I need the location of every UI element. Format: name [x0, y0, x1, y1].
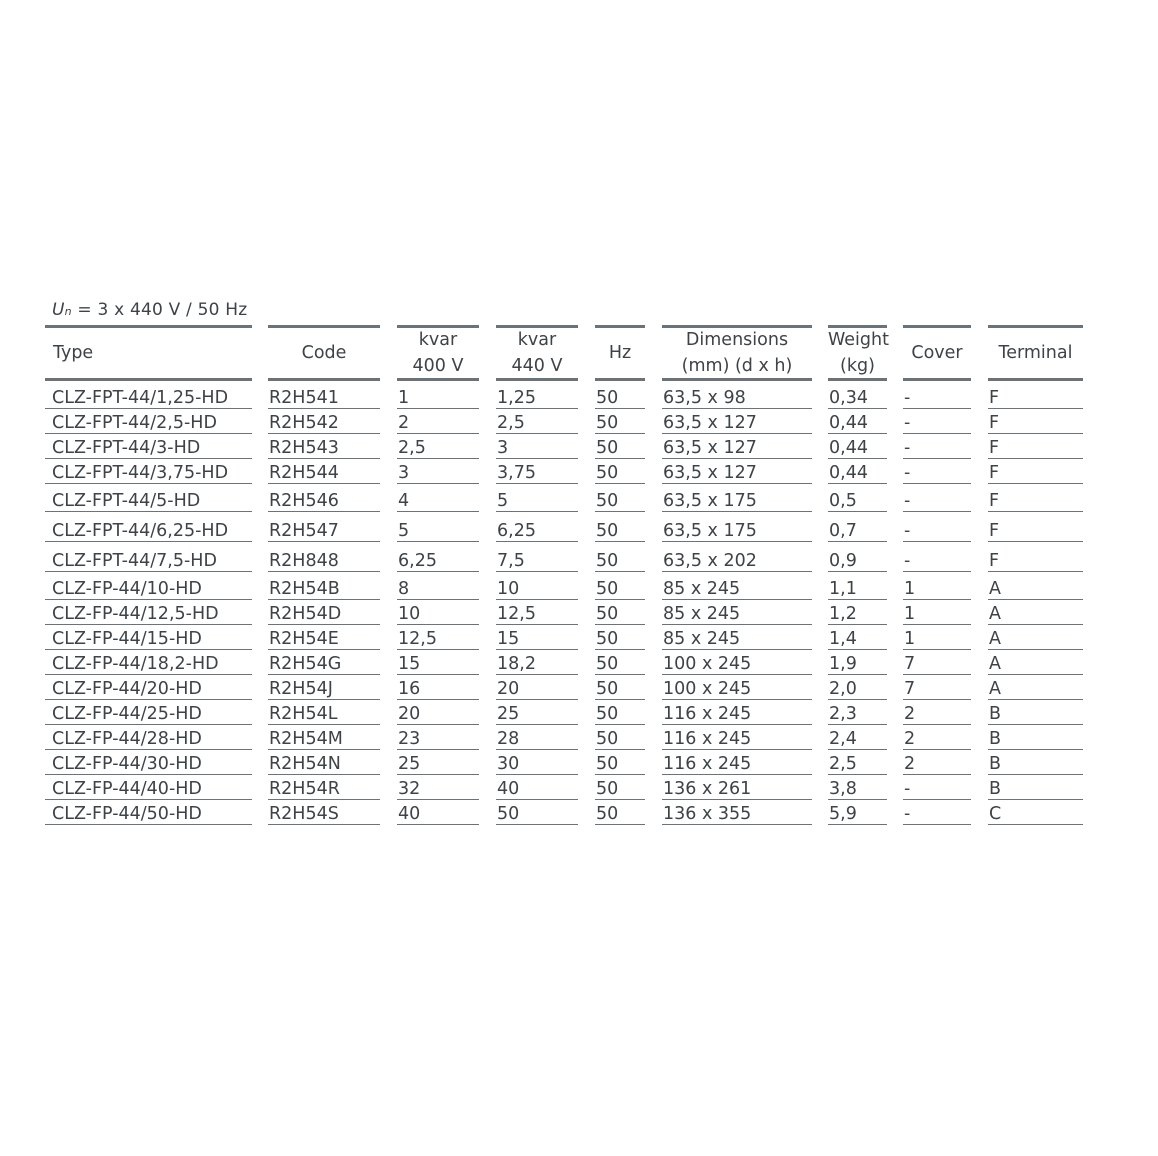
- cell-kvar400: 1: [397, 384, 479, 409]
- cell-code: R2H54R: [268, 775, 380, 800]
- cell-cover: 1: [903, 600, 971, 625]
- cell-kvar400: 2,5: [397, 434, 479, 459]
- cell-terminal: A: [988, 625, 1083, 650]
- header-type-line: Type: [53, 343, 94, 363]
- cell-code: R2H54L: [268, 700, 380, 725]
- cell-terminal: F: [988, 384, 1083, 409]
- cell-terminal: A: [988, 650, 1083, 675]
- cell-code: R2H541: [268, 384, 380, 409]
- cell-cover: -: [903, 512, 971, 542]
- cell-terminal: B: [988, 725, 1083, 750]
- cell-hz: 50: [595, 650, 645, 675]
- cell-dim: 100 x 245: [662, 650, 812, 675]
- cell-cover: -: [903, 775, 971, 800]
- cell-type: CLZ-FPT-44/1,25-HD: [45, 384, 252, 409]
- header-terminal-line: Terminal: [998, 343, 1073, 363]
- cell-type: CLZ-FPT-44/7,5-HD: [45, 542, 252, 572]
- cell-dim: 116 x 245: [662, 750, 812, 775]
- header-hz-line: Hz: [608, 343, 632, 363]
- cell-dim: 63,5 x 127: [662, 409, 812, 434]
- header-dim-line: Dimensions: [685, 330, 789, 350]
- header-kvar440: [496, 325, 578, 381]
- cell-weight: 2,3: [828, 700, 887, 725]
- cell-cover: -: [903, 542, 971, 572]
- cell-type: CLZ-FP-44/25-HD: [45, 700, 252, 725]
- cell-cover: -: [903, 409, 971, 434]
- cell-weight: 0,44: [828, 434, 887, 459]
- cell-type: CLZ-FP-44/40-HD: [45, 775, 252, 800]
- header-cover-line: Cover: [911, 343, 963, 363]
- header-weight-line: (kg): [840, 356, 875, 376]
- cell-kvar440: 1,25: [496, 384, 578, 409]
- cell-terminal: A: [988, 675, 1083, 700]
- cell-cover: 1: [903, 572, 971, 600]
- header-dim: [662, 325, 812, 381]
- cell-hz: 50: [595, 459, 645, 484]
- cell-dim: 63,5 x 127: [662, 434, 812, 459]
- cell-dim: 63,5 x 202: [662, 542, 812, 572]
- cell-weight: 0,34: [828, 384, 887, 409]
- cell-kvar400: 40: [397, 800, 479, 825]
- cell-kvar400: 32: [397, 775, 479, 800]
- cell-kvar440: 2,5: [496, 409, 578, 434]
- cell-cover: 2: [903, 750, 971, 775]
- cell-cover: -: [903, 434, 971, 459]
- cell-code: R2H54N: [268, 750, 380, 775]
- cell-code: R2H54E: [268, 625, 380, 650]
- caption-sub: n: [64, 305, 72, 318]
- cell-hz: 50: [595, 542, 645, 572]
- cell-hz: 50: [595, 572, 645, 600]
- cell-terminal: F: [988, 512, 1083, 542]
- cell-hz: 50: [595, 675, 645, 700]
- cell-terminal: A: [988, 572, 1083, 600]
- cell-code: R2H54B: [268, 572, 380, 600]
- cell-hz: 50: [595, 700, 645, 725]
- cell-kvar400: 6,25: [397, 542, 479, 572]
- cell-hz: 50: [595, 512, 645, 542]
- cell-kvar440: 6,25: [496, 512, 578, 542]
- cell-kvar440: 7,5: [496, 542, 578, 572]
- cell-kvar400: 15: [397, 650, 479, 675]
- cell-dim: 136 x 355: [662, 800, 812, 825]
- cell-weight: 0,7: [828, 512, 887, 542]
- header-type: [45, 325, 252, 381]
- cell-cover: -: [903, 459, 971, 484]
- cell-cover: -: [903, 484, 971, 512]
- cell-dim: 136 x 261: [662, 775, 812, 800]
- cell-hz: 50: [595, 800, 645, 825]
- cell-type: CLZ-FPT-44/5-HD: [45, 484, 252, 512]
- cell-code: R2H542: [268, 409, 380, 434]
- cell-kvar440: 12,5: [496, 600, 578, 625]
- cell-kvar400: 25: [397, 750, 479, 775]
- header-weight: [828, 325, 887, 381]
- cell-weight: 0,5: [828, 484, 887, 512]
- cell-code: R2H848: [268, 542, 380, 572]
- cell-hz: 50: [595, 775, 645, 800]
- cell-dim: 100 x 245: [662, 675, 812, 700]
- cell-weight: 0,9: [828, 542, 887, 572]
- header-kvar400-line: kvar: [418, 330, 458, 350]
- cell-cover: 2: [903, 700, 971, 725]
- cell-kvar400: 20: [397, 700, 479, 725]
- header-kvar440-line: 440 V: [511, 356, 563, 376]
- cell-cover: 2: [903, 725, 971, 750]
- cell-dim: 116 x 245: [662, 700, 812, 725]
- cell-type: CLZ-FP-44/50-HD: [45, 800, 252, 825]
- cell-type: CLZ-FP-44/15-HD: [45, 625, 252, 650]
- cell-weight: 1,1: [828, 572, 887, 600]
- cell-terminal: B: [988, 775, 1083, 800]
- cell-cover: 7: [903, 650, 971, 675]
- cell-cover: -: [903, 800, 971, 825]
- caption-u: U: [52, 300, 65, 320]
- cell-dim: 85 x 245: [662, 600, 812, 625]
- cell-type: CLZ-FP-44/18,2-HD: [45, 650, 252, 675]
- cell-code: R2H54J: [268, 675, 380, 700]
- cell-code: R2H543: [268, 434, 380, 459]
- cell-code: R2H54D: [268, 600, 380, 625]
- cell-kvar400: 23: [397, 725, 479, 750]
- cell-weight: 3,8: [828, 775, 887, 800]
- cell-dim: 85 x 245: [662, 572, 812, 600]
- cell-terminal: F: [988, 434, 1083, 459]
- cell-hz: 50: [595, 750, 645, 775]
- cell-type: CLZ-FPT-44/3-HD: [45, 434, 252, 459]
- cell-dim: 85 x 245: [662, 625, 812, 650]
- cell-kvar400: 10: [397, 600, 479, 625]
- cell-dim: 63,5 x 98: [662, 384, 812, 409]
- cell-terminal: F: [988, 542, 1083, 572]
- cell-kvar440: 15: [496, 625, 578, 650]
- header-cover: [903, 325, 971, 381]
- cell-weight: 5,9: [828, 800, 887, 825]
- cell-hz: 50: [595, 409, 645, 434]
- cell-code: R2H54G: [268, 650, 380, 675]
- cell-kvar440: 5: [496, 484, 578, 512]
- cell-hz: 50: [595, 384, 645, 409]
- header-hz: [595, 325, 645, 381]
- table-caption: [52, 300, 247, 320]
- cell-code: R2H54S: [268, 800, 380, 825]
- cell-kvar400: 2: [397, 409, 479, 434]
- cell-kvar400: 12,5: [397, 625, 479, 650]
- cell-weight: 2,5: [828, 750, 887, 775]
- cell-kvar400: 5: [397, 512, 479, 542]
- cell-weight: 0,44: [828, 409, 887, 434]
- cell-hz: 50: [595, 600, 645, 625]
- cell-terminal: B: [988, 750, 1083, 775]
- cell-type: CLZ-FP-44/28-HD: [45, 725, 252, 750]
- cell-kvar400: 8: [397, 572, 479, 600]
- caption-rest: = 3 x 440 V / 50 Hz: [71, 300, 248, 320]
- cell-terminal: C: [988, 800, 1083, 825]
- cell-type: CLZ-FP-44/10-HD: [45, 572, 252, 600]
- cell-kvar400: 3: [397, 459, 479, 484]
- cell-kvar440: 10: [496, 572, 578, 600]
- header-code-line: Code: [301, 343, 347, 363]
- cell-kvar440: 20: [496, 675, 578, 700]
- header-kvar440-line: kvar: [517, 330, 557, 350]
- cell-kvar440: 3,75: [496, 459, 578, 484]
- cell-weight: 2,0: [828, 675, 887, 700]
- header-code: [268, 325, 380, 381]
- cell-type: CLZ-FPT-44/3,75-HD: [45, 459, 252, 484]
- cell-kvar440: 28: [496, 725, 578, 750]
- header-weight-line: Weight: [828, 330, 889, 350]
- cell-kvar440: 30: [496, 750, 578, 775]
- cell-kvar400: 16: [397, 675, 479, 700]
- cell-type: CLZ-FPT-44/2,5-HD: [45, 409, 252, 434]
- cell-kvar440: 18,2: [496, 650, 578, 675]
- cell-hz: 50: [595, 434, 645, 459]
- cell-weight: 2,4: [828, 725, 887, 750]
- cell-terminal: F: [988, 409, 1083, 434]
- cell-type: CLZ-FP-44/30-HD: [45, 750, 252, 775]
- cell-weight: 1,4: [828, 625, 887, 650]
- cell-terminal: F: [988, 459, 1083, 484]
- cell-cover: 1: [903, 625, 971, 650]
- cell-dim: 63,5 x 175: [662, 512, 812, 542]
- cell-weight: 1,2: [828, 600, 887, 625]
- cell-weight: 1,9: [828, 650, 887, 675]
- cell-dim: 63,5 x 127: [662, 459, 812, 484]
- cell-cover: 7: [903, 675, 971, 700]
- cell-terminal: F: [988, 484, 1083, 512]
- cell-code: R2H54M: [268, 725, 380, 750]
- cell-hz: 50: [595, 484, 645, 512]
- cell-kvar440: 3: [496, 434, 578, 459]
- header-terminal: [988, 325, 1083, 381]
- cell-kvar440: 50: [496, 800, 578, 825]
- cell-code: R2H546: [268, 484, 380, 512]
- cell-type: CLZ-FP-44/12,5-HD: [45, 600, 252, 625]
- cell-type: CLZ-FPT-44/6,25-HD: [45, 512, 252, 542]
- cell-dim: 63,5 x 175: [662, 484, 812, 512]
- cell-cover: -: [903, 384, 971, 409]
- cell-kvar440: 25: [496, 700, 578, 725]
- header-kvar400-line: 400 V: [412, 356, 464, 376]
- cell-dim: 116 x 245: [662, 725, 812, 750]
- cell-code: R2H544: [268, 459, 380, 484]
- cell-code: R2H547: [268, 512, 380, 542]
- cell-terminal: A: [988, 600, 1083, 625]
- cell-hz: 50: [595, 725, 645, 750]
- cell-type: CLZ-FP-44/20-HD: [45, 675, 252, 700]
- header-dim-line: (mm) (d x h): [681, 356, 793, 376]
- cell-hz: 50: [595, 625, 645, 650]
- cell-kvar400: 4: [397, 484, 479, 512]
- header-kvar400: [397, 325, 479, 381]
- cell-weight: 0,44: [828, 459, 887, 484]
- cell-kvar440: 40: [496, 775, 578, 800]
- cell-terminal: B: [988, 700, 1083, 725]
